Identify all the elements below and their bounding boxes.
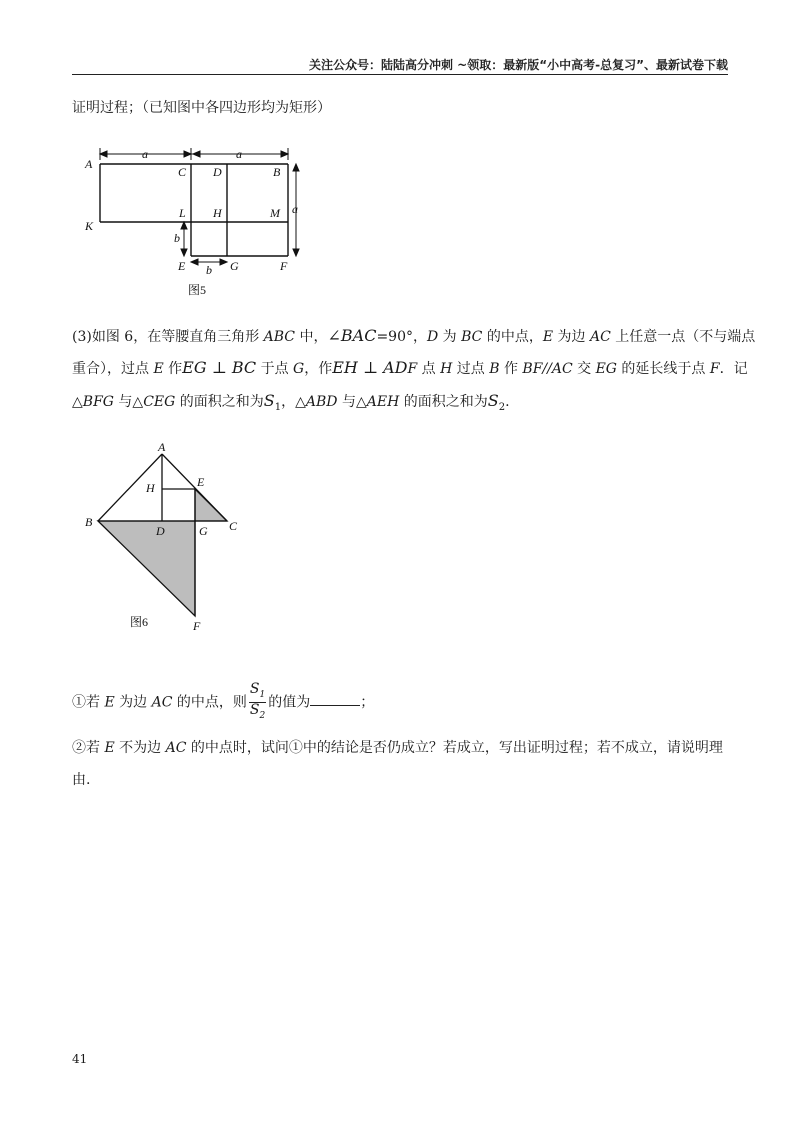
text-span: 为 (438, 329, 462, 345)
fig6-label-a: A (158, 440, 166, 454)
header-text: 关注公众号：陆陆高分冲刺 ~领取：最新版“小中高考-总复习”、最新试卷下载 (309, 58, 728, 72)
math-aeh: AEH (366, 394, 400, 410)
math-eg: EG (595, 361, 617, 377)
question-2-line2: 由. (72, 772, 91, 788)
math-d: D (426, 329, 439, 345)
fig6-label-g: G (199, 524, 208, 538)
text-span: 点 (417, 361, 441, 377)
text-span: 作 (499, 361, 523, 377)
fig5-label-e: E (178, 259, 186, 273)
question-2-line1 (72, 738, 723, 758)
text-span: ②若 (72, 740, 105, 756)
fig5-caption: 图5 (188, 283, 207, 297)
text-span: . (505, 394, 510, 410)
math-subscript: 1 (274, 401, 282, 413)
math-ceg: CEG (143, 394, 176, 410)
text-span: 中， (295, 329, 328, 345)
math-eh-perp-ad: EH ⊥ AD (332, 358, 408, 377)
fraction-numerator (249, 682, 266, 703)
fig5-label-c: C (178, 165, 187, 179)
text-span: 与△ (337, 394, 367, 410)
fig5-dim-b-horizontal: b (206, 263, 212, 277)
math-s: S (249, 701, 260, 718)
fig5-label-g: G (230, 259, 239, 273)
math-h: H (440, 361, 453, 377)
math-s: S (249, 681, 260, 697)
problem3-line3 (72, 391, 510, 418)
text-span: (3)如图 6，在等腰直角三角形 (72, 329, 264, 345)
math-subscript: 2 (498, 401, 506, 413)
page-number: 41 (72, 1052, 88, 1066)
fig5-label-d: D (213, 165, 222, 179)
text-span: 过点 (452, 361, 490, 377)
text-span: 的中点，则 (172, 694, 247, 711)
text-span: 的面积之和为 (175, 394, 264, 410)
math-ac: AC (151, 694, 173, 711)
fig6-label-f: F (193, 619, 201, 633)
math-bf-parallel-ac: BF//AC (522, 361, 573, 377)
text-span: 上任意一点（不与端点 (610, 329, 756, 345)
text-span: =90°， (376, 329, 427, 345)
math-angle-bac: ∠BAC (327, 326, 377, 345)
fig5-label-b: B (273, 165, 281, 179)
fig5-dim-a-vertical: a (292, 202, 298, 216)
fig5-dim-a-right: a (236, 147, 242, 161)
answer-blank[interactable] (310, 691, 360, 706)
figure-6 (80, 438, 260, 638)
fig6-label-b: B (85, 515, 93, 529)
math-f: F (709, 361, 720, 377)
fig6-label-h: H (146, 481, 155, 495)
math-abd: ABD (305, 394, 338, 410)
math-subscript: 2 (259, 710, 266, 721)
text-span: 的中点时，试问①中的结论是否仍成立？若成立，写出证明过程；若不成立，请说明理 (186, 740, 723, 756)
text-span: ．记 (719, 361, 748, 377)
text-span: 作 (163, 361, 183, 377)
math-bc: BC (461, 329, 483, 345)
fig5-label-m: M (270, 206, 280, 220)
fig5-label-k: K (85, 219, 94, 233)
fig5-dim-b-vertical: b (174, 231, 180, 245)
math-e: E (542, 329, 554, 345)
math-subscript: 1 (259, 689, 266, 700)
text-span: 重合），过点 (72, 361, 154, 377)
text-span: 的值为 (268, 694, 311, 711)
problem3-line1 (72, 326, 755, 347)
math-eg-perp-bc: EG ⊥ BC (182, 358, 257, 377)
proof-instruction: 证明过程；（已知图中各四边形均为矩形） (72, 100, 331, 116)
math-abc: ABC (263, 329, 296, 345)
math-e: E (104, 694, 115, 711)
figure-5 (80, 140, 320, 300)
fig6-label-d: D (156, 524, 165, 538)
text-span: 不为边 (114, 740, 166, 756)
math-b: B (489, 361, 500, 377)
fig5-label-h: H (213, 206, 222, 220)
math-ac: AC (589, 329, 611, 345)
text-span: 为边 (114, 694, 152, 711)
text-span: 的面积之和为 (399, 394, 488, 410)
math-ac: AC (165, 740, 187, 756)
text-span: ①若 (72, 694, 105, 711)
fraction-s1-over-s2 (249, 682, 266, 723)
math-bfg: BFG (82, 394, 114, 410)
math-e: E (104, 740, 115, 756)
text-span: ，△ (281, 394, 306, 410)
fig6-caption: 图6 (130, 615, 149, 629)
question-1 (72, 682, 374, 723)
fig5-label-l: L (179, 206, 186, 220)
text-span: 的中点， (482, 329, 543, 345)
text-span: ，作 (304, 361, 333, 377)
math-s1: S (263, 391, 275, 410)
fig5-label-f: F (280, 259, 288, 273)
problem3-line2 (72, 358, 748, 379)
fig5-label-a-point: A (85, 157, 93, 171)
fraction-denominator (249, 703, 266, 723)
math-s2: S (487, 391, 499, 410)
text-span: △ (72, 394, 83, 410)
text-span: 与△ (113, 394, 144, 410)
math-e: E (153, 361, 164, 377)
text-span: 于点 (256, 361, 294, 377)
text-span: ； (360, 694, 375, 711)
fig5-dim-a-left: a (142, 147, 148, 161)
math-g: G (293, 361, 305, 377)
fig6-label-c: C (229, 519, 238, 533)
text-span: 交 (572, 361, 596, 377)
text-span: 的延长线于点 (616, 361, 710, 377)
page-header (72, 56, 728, 75)
math-f: F (407, 361, 418, 377)
text-span: 为边 (553, 329, 590, 345)
fig6-label-e: E (197, 475, 205, 489)
